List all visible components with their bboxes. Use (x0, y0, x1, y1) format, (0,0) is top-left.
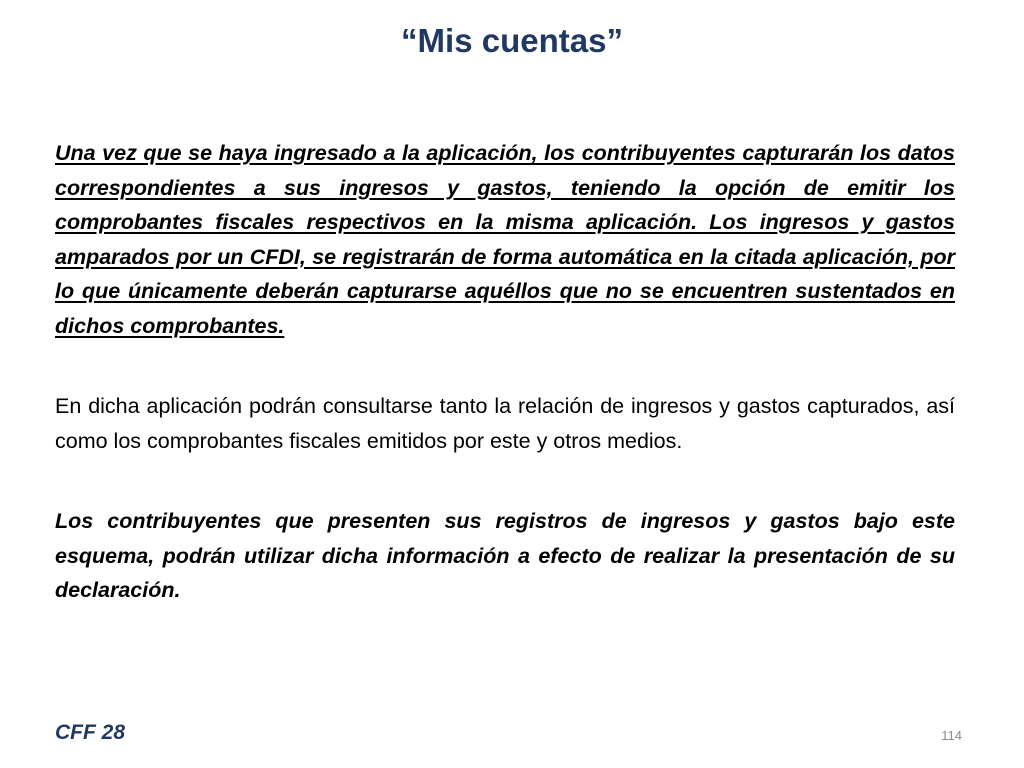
slide-body (55, 136, 955, 608)
slide-title: “Mis cuentas” (401, 22, 623, 59)
paragraph-consult-records: En dicha aplicación podrán consultarse tanto la relación de ingresos y gastos capturados, así como los comprobantes fiscales emitidos por este y otros medios. (55, 394, 955, 453)
paragraph-declaration: Los contribuyentes que presenten sus registros de ingresos y gastos bajo este esquema, podrán utilizar dicha información a efecto de realizar la presentación de su declaración. (55, 509, 955, 602)
paragraph-capture-data: Una vez que se haya ingresado a la aplicación, los contribuyentes capturarán los datos correspondientes a sus ingresos y gastos, teniendo la opción de emitir los comprobantes fiscales respectivos en la misma aplicación. Los ingresos y gastos amparados por un CFDI, se registrarán de forma automática en la citada aplicación, por lo que únicamente deberán capturarse aquéllos que no se encuentren sustentados en dichos comprobantes. (55, 141, 955, 338)
page-number: 114 (941, 728, 962, 743)
legal-reference: CFF 28 (55, 721, 126, 744)
